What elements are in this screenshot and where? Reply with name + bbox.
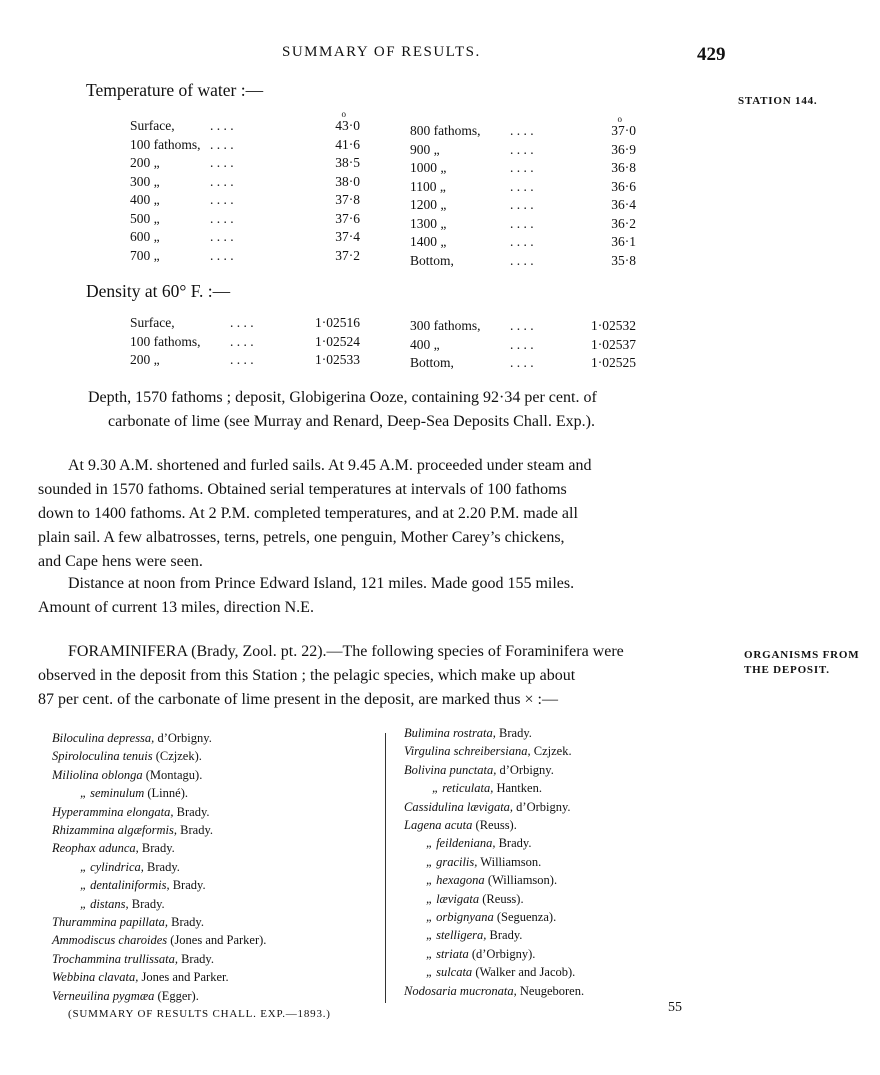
table-row — [410, 216, 636, 235]
species-name: „ reticulata, — [432, 781, 494, 796]
species-item — [404, 779, 734, 797]
leader-dots: . . . . — [510, 215, 534, 231]
row-value: 41·6 — [335, 136, 360, 152]
margin-note-organisms — [744, 648, 859, 678]
row-value: 1·02537 — [591, 336, 636, 352]
leader-dots: . . . . — [210, 192, 234, 207]
table-row — [410, 179, 636, 198]
table-row — [130, 211, 360, 230]
table-row — [410, 197, 636, 216]
species-authority: (Montagu). — [142, 767, 203, 782]
leader-dots: . . . . — [230, 315, 254, 330]
species-authority: Brady. — [177, 951, 214, 966]
row-label: 900 „ — [410, 141, 440, 157]
row-value: 36·6 — [611, 178, 636, 194]
distance-paragraph — [38, 572, 728, 620]
species-authority: d’Orbigny. — [154, 731, 212, 745]
species-item — [404, 724, 734, 742]
row-label: 100 fathoms, — [130, 333, 201, 349]
species-item — [52, 968, 382, 986]
species-list-right — [404, 724, 734, 1000]
margin-note-line: ORGANISMS FROM — [744, 649, 860, 661]
species-item — [404, 761, 734, 779]
leader-dots: . . . . — [510, 355, 534, 370]
leader-dots: . . . . — [210, 229, 234, 244]
leader-dots: . . . . — [210, 173, 234, 189]
species-authority: Brady. — [168, 915, 204, 930]
species-name: Spiroloculina tenuis — [52, 749, 153, 764]
species-authority: (Williamson). — [484, 873, 558, 888]
species-name: Hyperammina elongata, — [52, 804, 174, 819]
temperature-table-right — [410, 114, 636, 271]
species-authority: (Czjzek). — [152, 749, 202, 764]
depth-line: carbonate of lime (see Murray and Renard, Deep-Sea Deposits Chall. Exp.). — [108, 413, 595, 430]
row-label: 600 „ — [130, 229, 160, 244]
species-authority: (Egger). — [154, 988, 199, 1003]
species-item — [52, 858, 382, 876]
row-label: 500 „ — [130, 210, 160, 226]
species-authority: Brady. — [143, 859, 180, 874]
row-value: 37·4 — [335, 229, 360, 244]
leader-dots: . . . . — [510, 141, 534, 157]
species-authority: (Jones and Parker). — [167, 933, 267, 948]
species-item — [404, 742, 734, 760]
page-number: 429 — [697, 44, 726, 65]
species-list-left — [52, 729, 382, 1005]
species-name: Cassidulina lævigata, — [404, 799, 514, 814]
species-name: Verneuilina pygmæa — [52, 988, 155, 1003]
species-item — [404, 982, 734, 1000]
species-item — [52, 876, 382, 894]
species-name: Bolivina punctata, — [404, 762, 497, 777]
row-label: 1100 „ — [410, 178, 446, 194]
row-value: 37·6 — [335, 210, 360, 226]
leader-dots: . . . . — [510, 252, 534, 268]
species-name: „ seminulum — [80, 786, 145, 801]
species-authority: (Reuss). — [479, 891, 524, 906]
species-item — [52, 803, 382, 821]
row-label: 1000 „ — [410, 160, 447, 175]
species-authority: Williamson. — [477, 854, 542, 869]
species-authority: d’Orbigny. — [496, 762, 554, 777]
species-name: Reophax adunca, — [52, 841, 139, 856]
leader-dots: . . . . — [510, 234, 534, 249]
row-label: Surface, — [130, 315, 175, 330]
species-authority: (Seguenza). — [493, 910, 557, 925]
species-authority: (Walker and Jacob). — [472, 965, 576, 980]
table-row — [130, 192, 360, 211]
species-item — [404, 890, 734, 908]
row-value: 38·5 — [335, 155, 360, 170]
row-value: 1·02532 — [591, 318, 636, 333]
row-label: 200 „ — [130, 352, 160, 367]
species-name: Nodosaria mucronata, — [404, 983, 517, 998]
leader-dots: . . . . — [510, 178, 534, 194]
distance-line: Distance at noon from Prince Edward Island, 121 miles. Made good 155 miles. — [68, 575, 575, 592]
species-item — [404, 945, 734, 963]
species-name: „ orbignyana — [426, 910, 494, 925]
species-name: „ sulcata — [426, 965, 473, 980]
leader-dots: . . . . — [510, 318, 534, 333]
row-value: 37·8 — [335, 192, 360, 207]
table-row — [410, 253, 636, 272]
species-authority: (d’Orbigny). — [468, 946, 536, 961]
degree-mark: o — [617, 114, 622, 124]
table-row — [410, 337, 636, 356]
species-item — [404, 798, 734, 816]
density-heading: Density at 60° F. :— — [86, 281, 231, 301]
table-row — [130, 155, 360, 174]
species-authority: Czjzek. — [530, 744, 572, 759]
row-value: 37·0 — [611, 123, 636, 138]
density-table-left — [130, 315, 360, 371]
species-name: Rhizammina algæformis, — [52, 823, 178, 838]
leader-dots: . . . . — [210, 210, 234, 226]
species-name: Biloculina depressa, — [52, 731, 155, 745]
species-name: „ striata — [426, 946, 469, 961]
temperature-table-left — [130, 109, 360, 266]
narrative-paragraph — [38, 454, 728, 574]
row-value: 38·0 — [335, 173, 360, 189]
row-value: 36·1 — [611, 234, 636, 249]
species-name: Lagena acuta — [404, 818, 473, 833]
margin-note-station: STATION 144. — [738, 95, 818, 107]
footer-note: (SUMMARY OF RESULTS CHALL. EXP.—1893.) — [68, 1008, 331, 1020]
row-label: Surface, — [130, 118, 175, 133]
species-item — [404, 834, 734, 852]
row-label: 1400 „ — [410, 234, 447, 249]
species-authority: Brady. — [128, 896, 165, 911]
table-row — [130, 352, 360, 371]
species-item — [52, 931, 382, 949]
row-value: 1·02516 — [315, 315, 360, 330]
leader-dots: . . . . — [210, 155, 234, 170]
species-item — [404, 871, 734, 889]
species-authority: Brady. — [177, 823, 214, 838]
species-authority: Brady. — [486, 928, 523, 943]
species-authority: Brady. — [495, 836, 532, 851]
row-value: 1·02533 — [315, 352, 360, 367]
leader-dots: . . . . — [510, 123, 534, 138]
foraminifera-line: FORAMINIFERA (Brady, Zool. pt. 22).—The following species of Foraminifera were — [68, 643, 624, 660]
leader-dots: . . . . — [230, 333, 254, 349]
species-item — [404, 963, 734, 981]
species-name: „ stelligera, — [426, 928, 487, 943]
depth-line: Depth, 1570 fathoms ; deposit, Globigerina Ooze, containing 92·34 per cent. of — [88, 389, 597, 406]
row-label: 100 fathoms, — [130, 136, 201, 152]
narrative-line: down to 1400 fathoms. At 2 P.M. completed temperatures, and at 2.20 P.M. made all — [38, 505, 578, 522]
table-row — [410, 160, 636, 179]
leader-dots: . . . . — [210, 118, 234, 133]
row-value: 36·9 — [611, 141, 636, 157]
distance-line: Amount of current 13 miles, direction N.E. — [38, 599, 314, 616]
species-item — [404, 908, 734, 926]
row-value: 1·02525 — [591, 355, 636, 370]
narrative-line: plain sail. A few albatrosses, terns, petrels, one penguin, Mother Carey’s chickens, — [38, 529, 565, 546]
signature-mark: 55 — [668, 1000, 682, 1015]
species-name: „ feildeniana, — [426, 836, 496, 851]
density-table-right — [410, 318, 636, 374]
species-name: „ cylindrica, — [80, 859, 144, 874]
species-item — [52, 784, 382, 802]
table-row — [130, 109, 360, 137]
leader-dots: . . . . — [210, 136, 234, 152]
species-authority: d’Orbigny. — [513, 799, 571, 814]
species-item — [52, 987, 382, 1005]
species-name: Virgulina schreibersiana, — [404, 744, 531, 759]
row-label: 1200 „ — [410, 197, 447, 212]
narrative-line: sounded in 1570 fathoms. Obtained serial temperatures at intervals of 100 fathoms — [38, 481, 567, 498]
row-label: 400 „ — [130, 192, 160, 207]
degree-mark: o — [341, 109, 346, 119]
row-label: 400 „ — [410, 336, 440, 352]
leader-dots: . . . . — [230, 352, 254, 367]
species-name: Miliolina oblonga — [52, 767, 143, 782]
table-row — [410, 355, 636, 374]
species-name: „ distans, — [80, 896, 129, 911]
narrative-line: and Cape hens were seen. — [38, 553, 203, 570]
leader-dots: . . . . — [510, 336, 534, 352]
species-item — [404, 926, 734, 944]
table-row — [130, 334, 360, 353]
row-value: 36·8 — [611, 160, 636, 175]
species-name: Bulimina rostrata, — [404, 726, 496, 740]
species-item — [52, 950, 382, 968]
species-name: „ dentaliniformis, — [80, 878, 170, 893]
table-row — [130, 137, 360, 156]
margin-note-line: THE DEPOSIT. — [744, 664, 830, 676]
row-value: 36·2 — [611, 215, 636, 231]
row-value: 37·2 — [335, 247, 360, 263]
table-row — [410, 318, 636, 337]
species-authority: Brady. — [173, 804, 210, 819]
table-row — [130, 174, 360, 193]
row-label: 300 „ — [130, 173, 160, 189]
row-value: 35·8 — [611, 252, 636, 268]
row-value: 43·0 — [335, 118, 360, 133]
species-item — [52, 766, 382, 784]
foraminifera-line: observed in the deposit from this Station ; the pelagic species, which make up about — [38, 667, 576, 684]
leader-dots: . . . . — [510, 197, 534, 212]
species-item — [52, 895, 382, 913]
species-authority: Brady. — [495, 726, 532, 740]
table-row — [410, 142, 636, 161]
species-item — [52, 913, 382, 931]
species-item — [404, 816, 734, 834]
foraminifera-line: 87 per cent. of the carbonate of lime present in the deposit, are marked thus × :— — [38, 691, 558, 708]
leader-dots: . . . . — [510, 160, 534, 175]
species-authority: Brady. — [169, 878, 206, 893]
species-name: Ammodiscus charoides — [52, 933, 168, 948]
leader-dots: . . . . — [210, 247, 234, 263]
depth-paragraph — [88, 386, 728, 434]
species-authority: (Linné). — [144, 786, 188, 801]
table-row — [130, 248, 360, 267]
table-row — [410, 114, 636, 142]
species-item — [52, 747, 382, 765]
species-name: „ hexagona — [426, 873, 485, 888]
species-name: Webbina clavata, — [52, 970, 139, 985]
running-header: SUMMARY OF RESULTS. — [282, 44, 481, 60]
species-authority: Neugeboren. — [516, 983, 585, 998]
species-name: Trochammina trullissata, — [52, 951, 178, 966]
species-authority: Jones and Parker. — [138, 970, 229, 985]
row-label: Bottom, — [410, 252, 454, 268]
row-label: 200 „ — [130, 155, 160, 170]
species-authority: Hantken. — [493, 781, 542, 796]
species-item — [52, 821, 382, 839]
table-row — [410, 234, 636, 253]
table-row — [130, 315, 360, 334]
foraminifera-paragraph — [38, 640, 728, 712]
species-name: „ gracilis, — [426, 854, 478, 869]
row-value: 1·02524 — [315, 333, 360, 349]
row-label: 800 fathoms, — [410, 123, 481, 138]
row-label: 700 „ — [130, 247, 160, 263]
temperature-heading: Temperature of water :— — [86, 80, 264, 100]
row-label: Bottom, — [410, 355, 454, 370]
species-authority: (Reuss). — [472, 818, 517, 833]
table-row — [130, 229, 360, 248]
row-label: 1300 „ — [410, 215, 447, 231]
species-item — [52, 839, 382, 857]
species-name: „ lævigata — [426, 891, 480, 906]
row-label: 300 fathoms, — [410, 318, 481, 333]
column-divider — [385, 733, 386, 1003]
species-name: Thurammina papillata, — [52, 915, 168, 930]
narrative-line: At 9.30 A.M. shortened and furled sails. At 9.45 A.M. proceeded under steam and — [68, 457, 592, 474]
species-item — [52, 729, 382, 747]
species-authority: Brady. — [138, 841, 175, 856]
row-value: 36·4 — [611, 197, 636, 212]
species-item — [404, 853, 734, 871]
